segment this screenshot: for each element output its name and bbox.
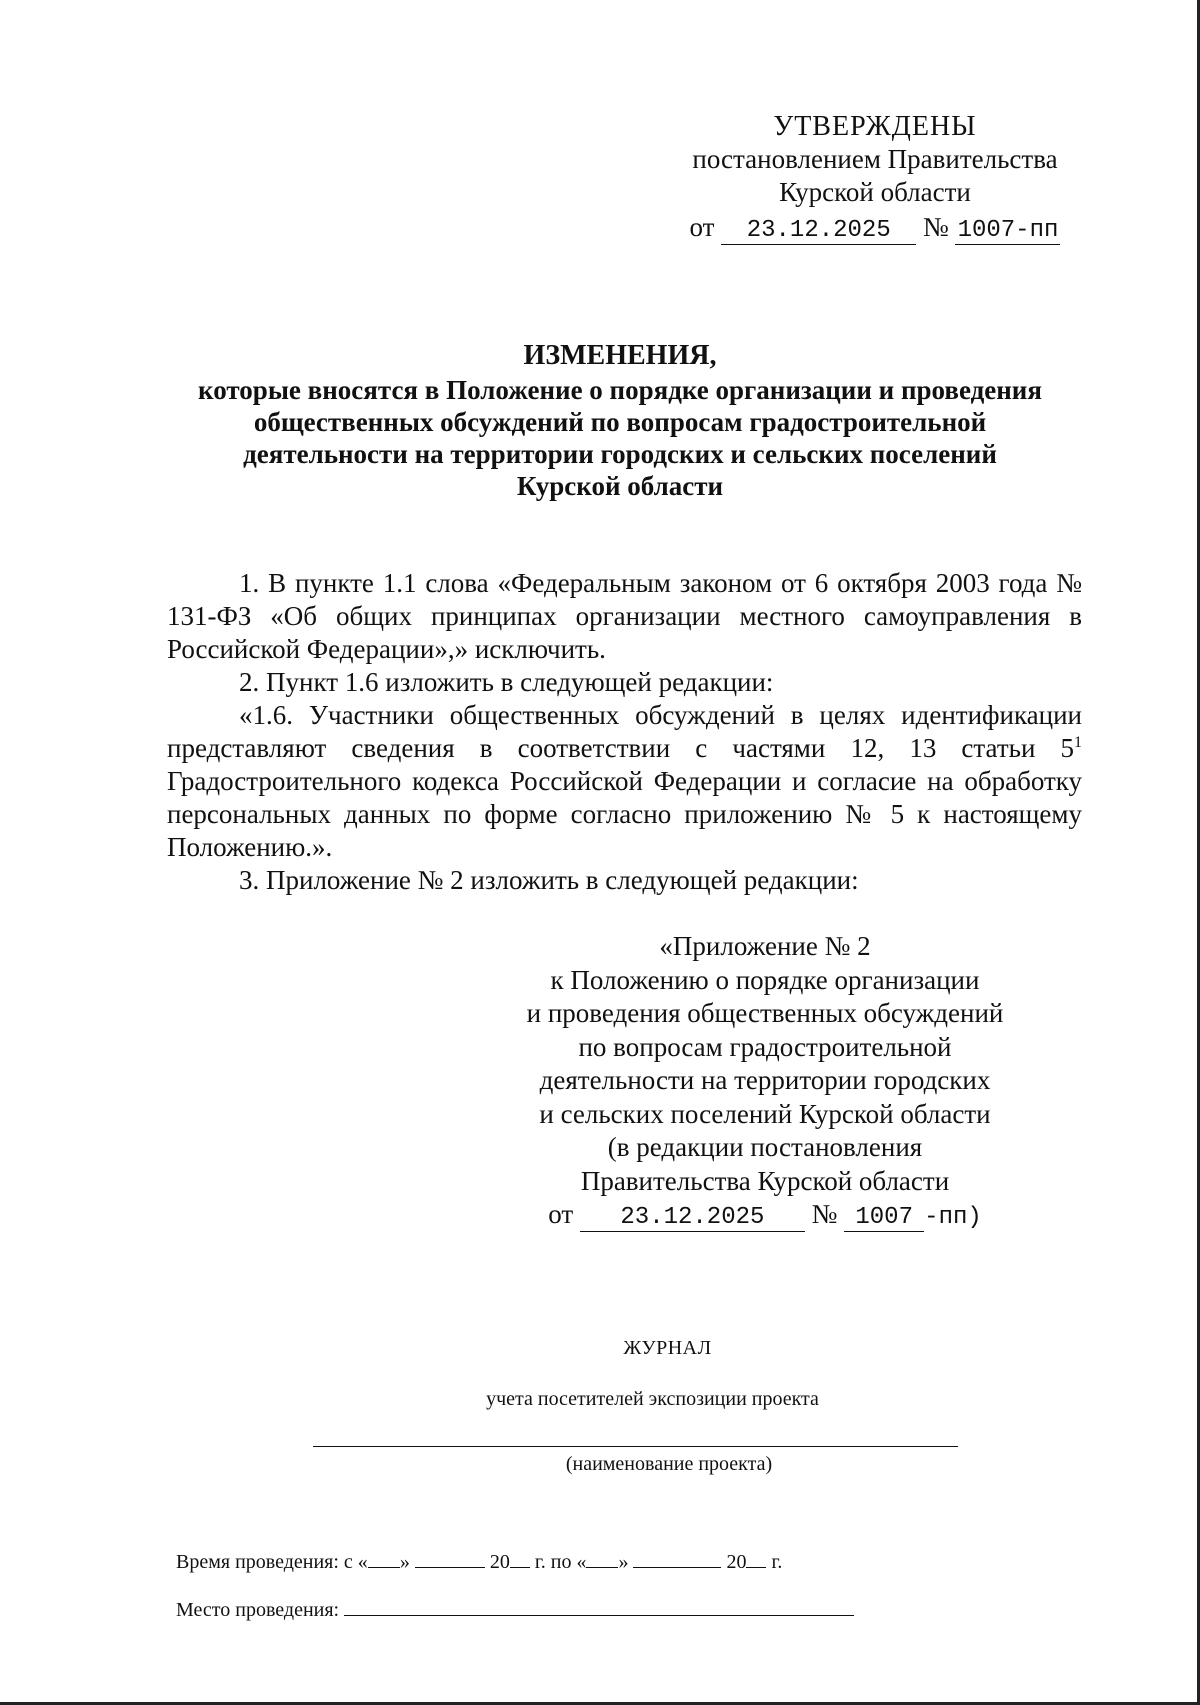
year-prefix-1: 20 [489, 1551, 510, 1573]
journal-subtitle: учета посетителей экспозиции проекта [486, 1388, 819, 1410]
approval-line-1: постановлением Правительства [692, 144, 1058, 174]
place-row [176, 1597, 854, 1622]
title-line-2: общественных обсуждений по вопросам градостроительной [253, 407, 987, 437]
paragraph-1: 1. В пункте 1.1 слова «Федеральным законом от 6 октября 2003 года № 131-ФЗ «Об общих принципах организации местного самоуправления в Российской Федерации»,» исключить. [167, 568, 1082, 664]
title-line-3: деятельности на территории городских и сельских поселений [243, 439, 997, 469]
appendix-line-3: и проведения общественных обсуждений [526, 998, 1004, 1028]
appendix-number-suffix: -пп) [924, 1204, 982, 1231]
title-line-4: Курской области [516, 471, 724, 501]
appendix-date-line [500, 1198, 1030, 1235]
number-prefix: № [922, 212, 949, 242]
approval-date-line [660, 211, 1090, 245]
quote-close-1: » [399, 1551, 410, 1573]
day-to-blank [586, 1549, 618, 1568]
month-to-blank [633, 1549, 721, 1568]
paragraph-3-start: «1.6. Участники общественных обсуждений в целях идентификации представляют сведения в соответствии с частями 12, 13 статьи 5 [167, 700, 1082, 763]
year-prefix-2: 20 [726, 1551, 747, 1573]
time-row [176, 1549, 782, 1574]
appendix-line-2: к Положению о порядке организации [550, 964, 980, 995]
appendix-line-8: Правительства Курской области [580, 1165, 950, 1196]
place-blank [344, 1597, 854, 1616]
paragraph-3-end: Градостроительного кодекса Российской Федерации и согласие на обработку персональных данных по форме согласно приложению № 5 к настоящему Положению.». [167, 766, 1082, 862]
project-name-caption: (наименование проекта) [565, 1453, 773, 1475]
paragraph-4: 3. Приложение № 2 изложить в следующей редакции: [239, 865, 859, 895]
day-from-blank [368, 1549, 400, 1568]
approval-line-2: Курской области [779, 177, 971, 207]
appendix-number-prefix: № [811, 1199, 838, 1229]
paragraph-2: 2. Пункт 1.6 изложить в следующей редакции: [239, 667, 774, 697]
appendix-line-1: «Приложение № 2 [659, 931, 871, 961]
year-to-blank [746, 1549, 766, 1568]
paragraph-3 [167, 699, 1082, 864]
quote-close-2: » [618, 1551, 629, 1573]
appendix-header [500, 930, 1030, 1235]
approval-number: 1007-пп [955, 218, 1060, 245]
appendix-number: 1007 [844, 1205, 924, 1232]
superscript-1: 1 [1074, 734, 1082, 751]
title-line-1: которые вносятся в Положение о порядке организации и проведения [198, 375, 1042, 405]
year-suffix-1: г. по « [529, 1551, 587, 1573]
year-suffix-2: г. [766, 1551, 783, 1573]
appendix-line-4: по вопросам градостроительной [578, 1031, 952, 1062]
title-heading: ИЗМЕНЕНИЯ, [523, 340, 717, 371]
journal-title: ЖУРНАЛ [623, 1337, 712, 1359]
appendix-line-5: деятельности на территории городских [539, 1065, 991, 1095]
project-name-line [313, 1446, 958, 1447]
year-from-blank [510, 1549, 530, 1568]
place-label: Место проведения: [176, 1599, 340, 1621]
month-from-blank [415, 1549, 485, 1568]
approval-stamp-block [660, 110, 1090, 245]
appendix-date: 23.12.2025 [580, 1205, 805, 1232]
approved-heading: УТВЕРЖДЕНЫ [773, 111, 977, 142]
appendix-line-7: (в редакции постановления [607, 1132, 923, 1162]
appendix-line-6: и сельских поселений Курской области [539, 1098, 991, 1129]
date-prefix: от [689, 212, 715, 242]
approval-date: 23.12.2025 [721, 218, 916, 245]
document-title [160, 340, 1080, 502]
document-body [167, 567, 1082, 897]
appendix-date-prefix: от [548, 1199, 574, 1229]
time-label: Время проведения: с « [176, 1551, 368, 1573]
